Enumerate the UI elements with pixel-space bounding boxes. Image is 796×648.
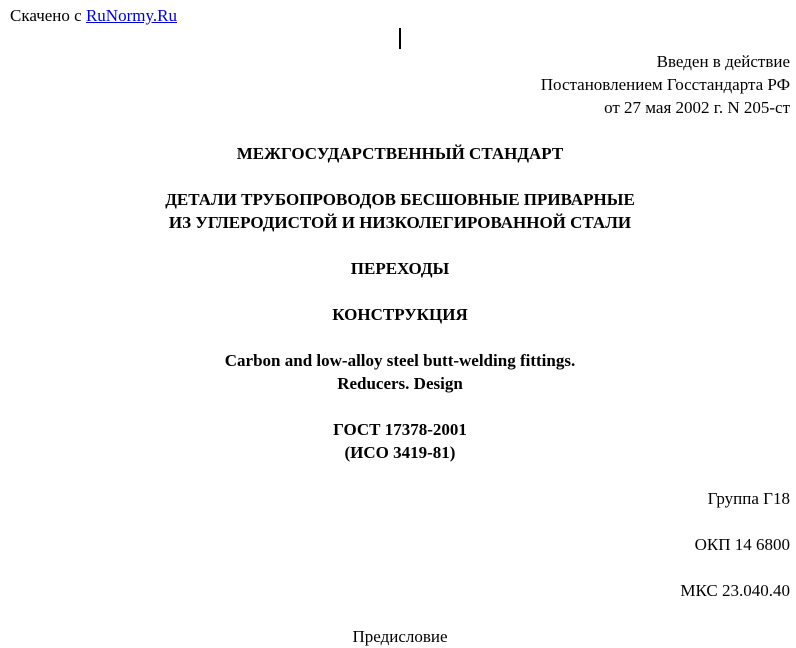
english-title-line-2: Reducers. Design	[337, 374, 463, 393]
iso-code: (ИСО 3419-81)	[344, 443, 456, 462]
mks-label: МКС 23.040.40	[680, 581, 790, 600]
enactment-line-3: от 27 мая 2002 г. N 205-ст	[604, 98, 790, 117]
foreword-heading: Предисловие	[352, 627, 448, 646]
text-cursor	[399, 28, 401, 49]
subpart-title: КОНСТРУКЦИЯ	[332, 305, 468, 324]
group-label: Группа Г18	[707, 489, 790, 508]
source-prefix: Скачено с	[10, 6, 86, 25]
source-line	[10, 5, 177, 27]
enactment-line-1: Введен в действие	[656, 52, 790, 71]
source-link[interactable]: RuNormy.Ru	[85, 6, 177, 25]
part-title: ПЕРЕХОДЫ	[350, 259, 450, 278]
okp-label: ОКП 14 6800	[694, 535, 790, 554]
english-title-line-1: Carbon and low-alloy steel butt-welding fittings.	[224, 351, 576, 370]
standard-type: МЕЖГОСУДАРСТВЕННЫЙ СТАНДАРТ	[236, 144, 564, 163]
enactment-line-2: Постановлением Госстандарта РФ	[540, 75, 790, 94]
standard-code: ГОСТ 17378-2001	[333, 420, 467, 439]
title-line-2: ИЗ УГЛЕРОДИСТОЙ И НИЗКОЛЕГИРОВАННОЙ СТАЛИ	[168, 213, 632, 232]
title-line-1: ДЕТАЛИ ТРУБОПРОВОДОВ БЕСШОВНЫЕ ПРИВАРНЫЕ	[165, 190, 635, 209]
